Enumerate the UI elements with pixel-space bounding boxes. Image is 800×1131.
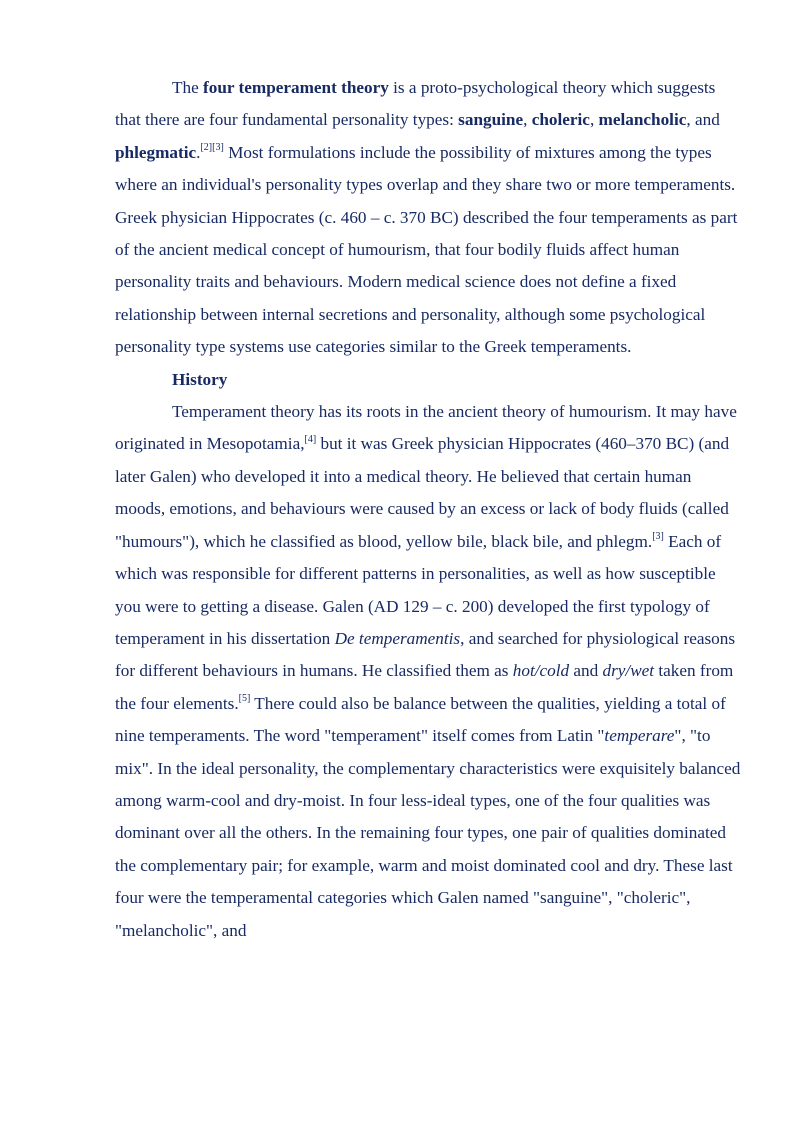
intro-text: The xyxy=(172,78,204,97)
section-heading-history: History xyxy=(172,369,228,389)
citation-ref[interactable]: [3] xyxy=(652,530,664,542)
term-phlegmatic: phlegmatic xyxy=(115,142,197,162)
term-hot-cold: hot/cold xyxy=(512,661,570,681)
history-text: There could also be balance between the qualities, yielding a total of nine temperaments. The word "temperament" itself comes from Latin " xyxy=(115,693,726,746)
history-text: Each of which was responsible for different patterns in personalities, as well as how susceptible you were to getting a disease. Galen (AD 129 – c. 200) developed the first typology of temperament in his dissertation xyxy=(115,531,722,648)
citation-ref[interactable]: [2][3] xyxy=(200,142,224,154)
term-four-temperament-theory: four temperament theory xyxy=(203,78,389,97)
term-choleric: choleric xyxy=(531,110,590,130)
history-text: ", "to mix". In the ideal personality, the complementary characteristics were exquisitely balanced among warm-cool and dry-moist. In four less-ideal types, one of the four qualities was dominant over all the others. In the remaining four types, one pair of qualities dominated the complementary pair; for example, warm and moist dominated cool and dry. These last four were the temperamental categories which Galen named "sanguine", "choleric", "melancholic", and xyxy=(115,726,741,940)
intro-text: , xyxy=(523,110,532,130)
history-paragraph xyxy=(115,396,743,947)
citation-ref[interactable]: [5] xyxy=(238,692,251,704)
intro-text: . xyxy=(196,142,201,162)
title-de-temperamentis: De temperamentis xyxy=(334,628,461,648)
history-text: and xyxy=(569,661,603,681)
term-sanguine: sanguine xyxy=(458,110,524,130)
document-page xyxy=(115,72,743,947)
term-melancholic: melancholic xyxy=(598,110,687,130)
intro-text: , and xyxy=(686,110,720,130)
history-text: Temperament theory has its roots in the ancient theory of humourism. It may have originated in Mesopotamia, xyxy=(115,402,737,454)
intro-paragraph xyxy=(115,72,743,364)
intro-text: , xyxy=(589,110,599,130)
history-text: taken from the four elements. xyxy=(115,661,734,713)
intro-text: Most formulations include the possibility of mixtures among the types where an individual's personality types overlap and they share two or more temperaments. Greek physician Hippocrates (c. 460 – c. 370 BC) described the four temperaments as part of the ancient medical concept of humourism, that four bodily fluids affect human personality traits and behaviours. Modern medical science does not define a fixed relationship between internal secretions and personality, although some psychological personality type systems use categories similar to the Greek temperaments. xyxy=(115,142,738,357)
history-text: but it was Greek physician Hippocrates (460–370 BC) (and later Galen) who developed it into a medical theory. He believed that certain human moods, emotions, and behaviours were caused by an excess or lack of body fluids (called "humours"), which he classified as blood, yellow bile, black bile, and phlegm. xyxy=(115,434,730,551)
history-text: , and searched for physiological reasons for different behaviours in humans. He classified them as xyxy=(115,628,736,681)
term-dry-wet: dry/wet xyxy=(602,661,655,681)
term-temperare: temperare xyxy=(604,726,675,746)
intro-text: is a proto-psychological theory which suggests that there are four fundamental personality types: xyxy=(115,78,716,130)
citation-ref[interactable]: [4] xyxy=(304,433,317,445)
